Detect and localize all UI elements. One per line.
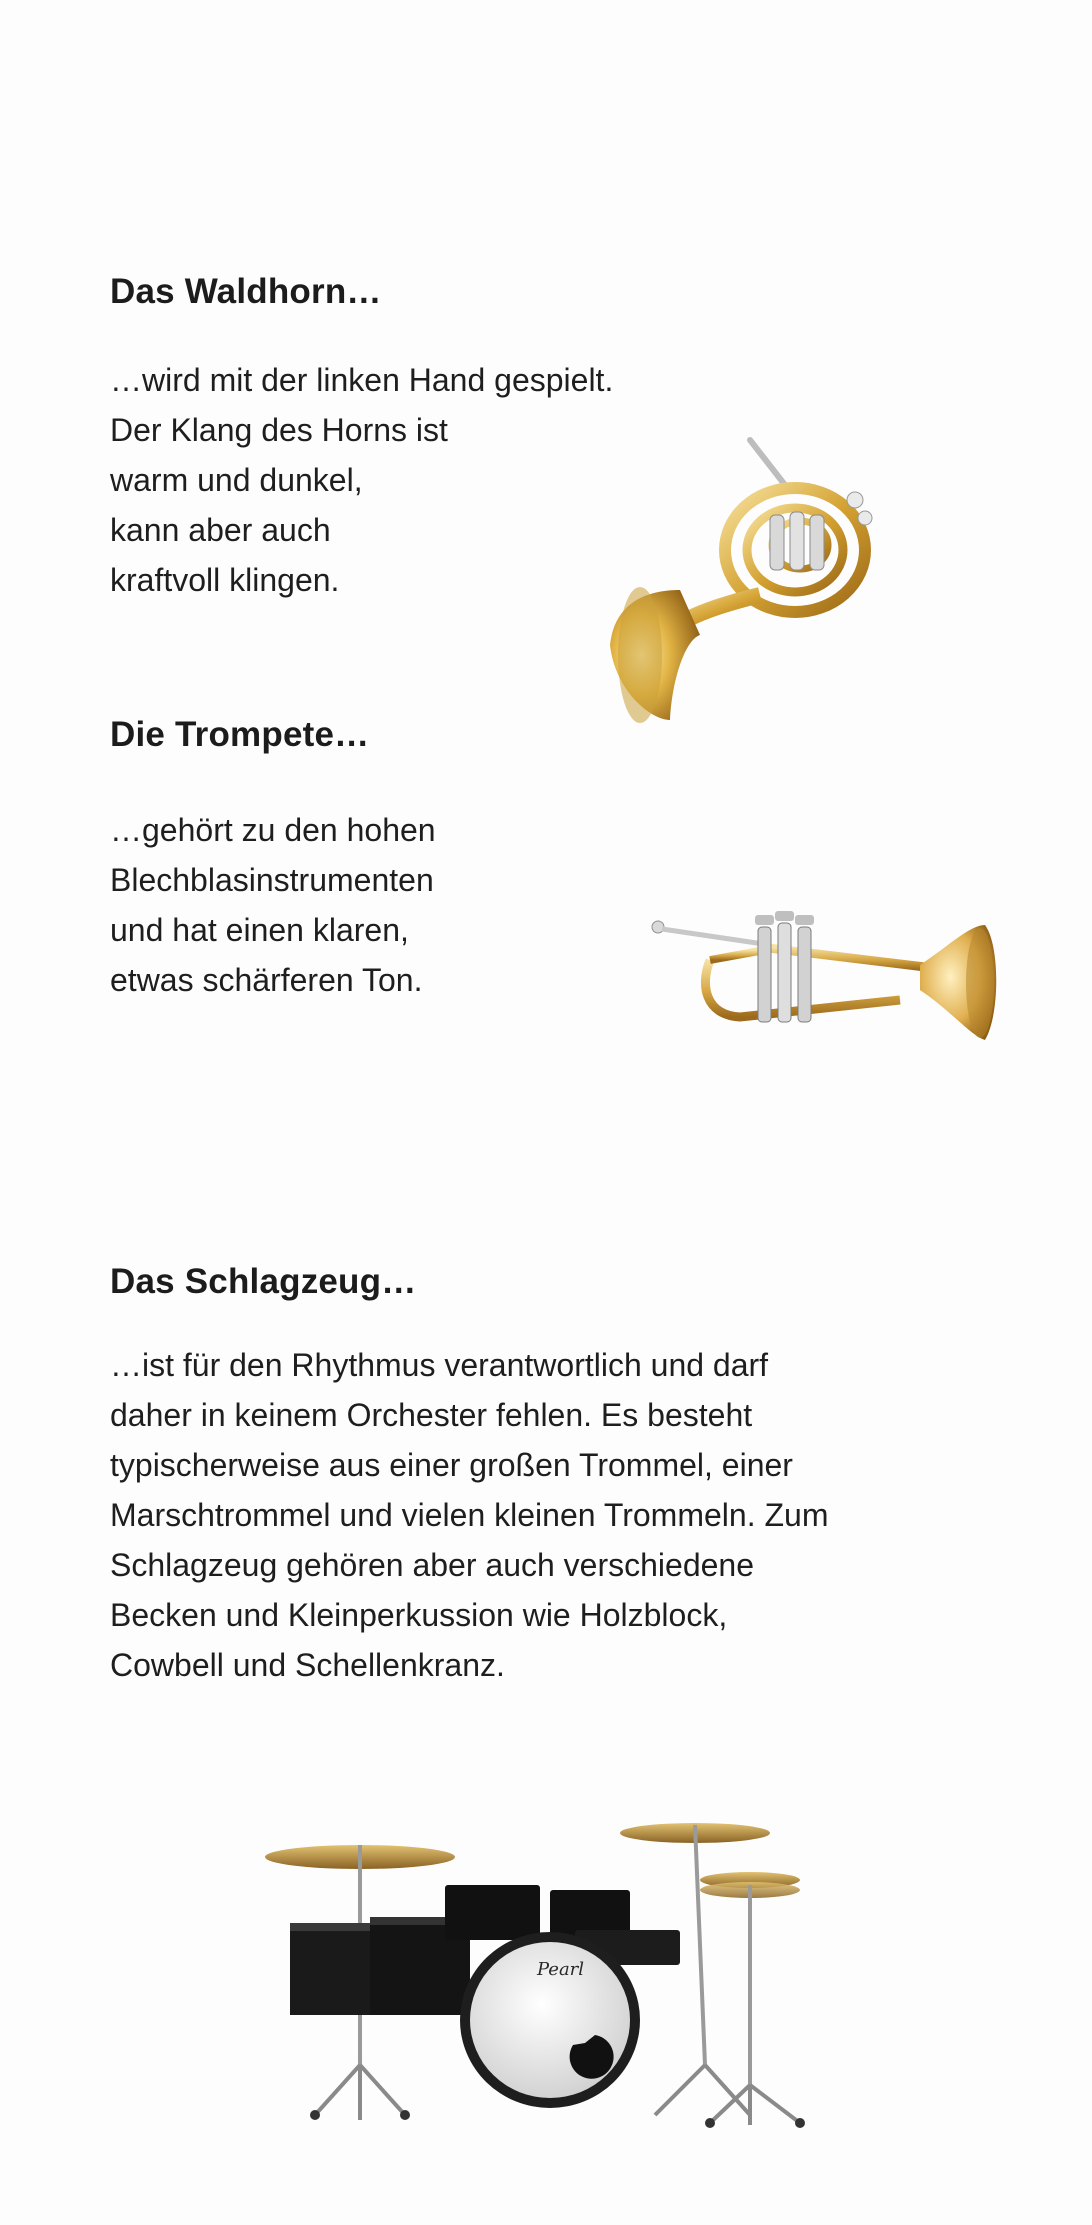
- text-schlagzeug: …ist für den Rhythmus verantwortlich und darf daher in keinem Orchester fehlen. Es besteht typischerweise aus einer großen Trommel, einer Marschtrommel und vielen kleinen Trommeln. Zum Schlagzeug gehören aber auch verschiedene Becken und Kleinperkussion wie Holzblock, Cowbell und Schellenkranz.: [110, 1347, 829, 1683]
- trumpet-image: [650, 905, 1000, 1065]
- heading-waldhorn: Das Waldhorn…: [110, 272, 382, 311]
- french-horn-image: [610, 430, 910, 740]
- text-waldhorn: …wird mit der linken Hand gespielt. Der Klang des Horns ist warm und dunkel, kann aber auch kraftvoll klingen.: [110, 362, 614, 598]
- text-trompete: …gehört zu den hohen Blechblasinstrumenten und hat einen klaren, etwas schärferen Ton.: [110, 812, 436, 998]
- drum-brand-logo: Pearl: [537, 1959, 585, 1980]
- heading-schlagzeug: Das Schlagzeug…: [110, 1262, 417, 1301]
- heading-trompete: Die Trompete…: [110, 715, 370, 754]
- drum-kit-image: [255, 1805, 855, 2130]
